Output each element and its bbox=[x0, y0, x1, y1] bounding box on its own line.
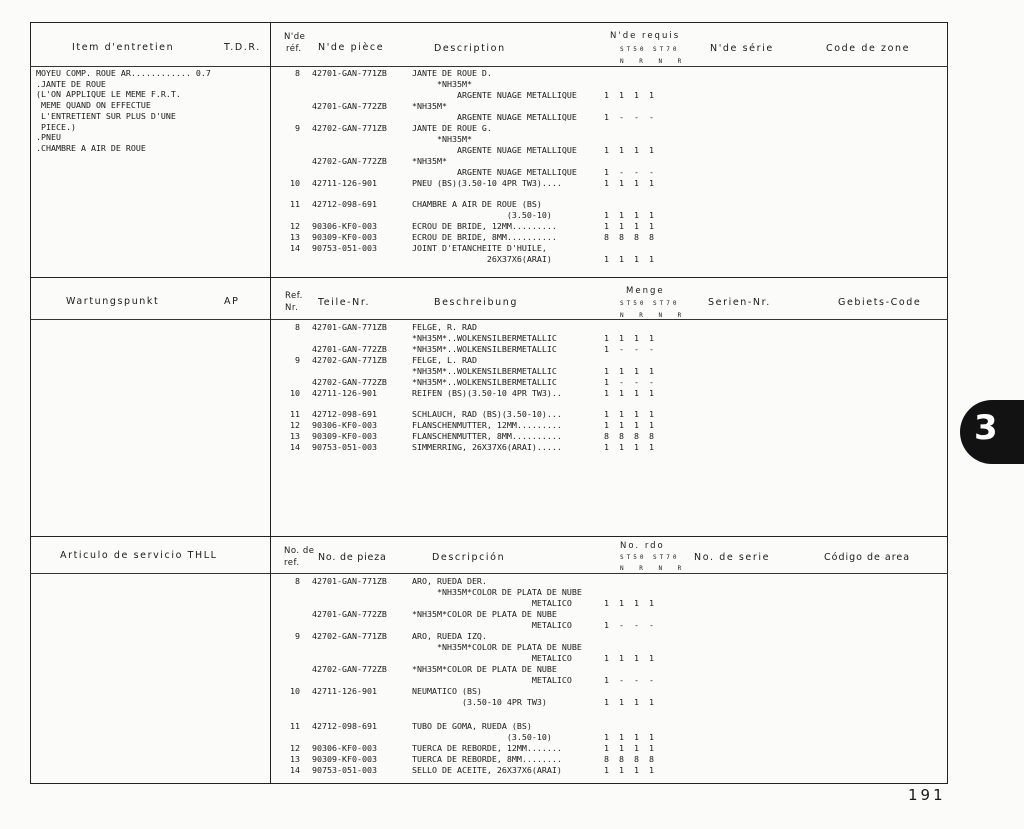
part-row bbox=[0, 134, 700, 145]
description-header: Descripción bbox=[432, 552, 506, 563]
part-row bbox=[0, 167, 700, 178]
quantity: 1 1 1 1 bbox=[604, 732, 654, 742]
part-description: JANTE DE ROUE G. bbox=[412, 123, 492, 133]
part-row bbox=[0, 620, 700, 631]
part-row bbox=[0, 442, 700, 453]
qty-models: ST50 ST70 bbox=[620, 554, 680, 561]
part-no-header: N'de pièce bbox=[318, 42, 385, 53]
part-description: *NH35M*..WOLKENSILBERMETALLIC bbox=[412, 366, 557, 376]
part-description: *NH35M*COLOR DE PLATA DE NUBE bbox=[412, 587, 582, 597]
part-description: (3.50-10) bbox=[412, 210, 552, 220]
section-divider-de bbox=[30, 277, 948, 278]
part-row bbox=[0, 145, 700, 156]
ref-number: 14 bbox=[290, 765, 300, 775]
serial-header: No. de serie bbox=[694, 552, 771, 563]
part-description: ARO, RUEDA DER. bbox=[412, 576, 487, 586]
quantity: 1 1 1 1 bbox=[604, 743, 654, 753]
ref-header: Nr. bbox=[285, 303, 299, 313]
part-description: TUBO DE GOMA, RUEDA (BS) bbox=[412, 721, 532, 731]
part-description: ARGENTE NUAGE METALLIQUE bbox=[412, 167, 577, 177]
qty-nr: N R N R bbox=[620, 565, 688, 572]
part-number: 42712-098-691 bbox=[312, 721, 377, 731]
quantity: 1 1 1 1 bbox=[604, 598, 654, 608]
part-row bbox=[0, 199, 700, 210]
part-row bbox=[0, 377, 700, 388]
ref-number: 9 bbox=[295, 123, 300, 133]
ref-number: 11 bbox=[290, 199, 300, 209]
part-row bbox=[0, 765, 700, 776]
part-description: *NH35M*..WOLKENSILBERMETALLIC bbox=[412, 344, 557, 354]
part-row bbox=[0, 653, 700, 664]
ref-number: 9 bbox=[295, 631, 300, 641]
zone-header: Code de zone bbox=[826, 43, 911, 54]
part-description: JOINT D'ETANCHEITE D'HUILE, bbox=[412, 243, 547, 253]
part-description: 26X37X6(ARAI) bbox=[412, 254, 552, 264]
part-description: SELLO DE ACEITE, 26X37X6(ARAI) bbox=[412, 765, 562, 775]
part-description: NEUMATICO (BS) bbox=[412, 686, 482, 696]
part-description: *NH35M* bbox=[412, 156, 447, 166]
ref-number: 12 bbox=[290, 221, 300, 231]
ref-number: 14 bbox=[290, 442, 300, 452]
zone-header: Código de area bbox=[824, 552, 911, 563]
part-number: 90306-KF0-003 bbox=[312, 221, 377, 231]
part-description: ECROU DE BRIDE, 12MM......... bbox=[412, 221, 557, 231]
ref-number: 13 bbox=[290, 431, 300, 441]
part-row bbox=[0, 79, 700, 90]
part-no-header: No. de pieza bbox=[318, 552, 387, 563]
part-description: METALICO bbox=[412, 598, 572, 608]
part-number: 42702-GAN-772ZB bbox=[312, 156, 387, 166]
part-row bbox=[0, 322, 700, 333]
header-rule-fr bbox=[30, 66, 948, 67]
part-description: ARGENTE NUAGE METALLIQUE bbox=[412, 90, 577, 100]
part-row bbox=[0, 243, 700, 254]
part-description: CHAMBRE A AIR DE ROUE (BS) bbox=[412, 199, 542, 209]
part-row bbox=[0, 90, 700, 101]
part-row bbox=[0, 388, 700, 399]
ref-number: 11 bbox=[290, 721, 300, 731]
part-description: METALICO bbox=[412, 675, 572, 685]
ap-header: AP bbox=[224, 296, 240, 307]
quantity: 1 1 1 1 bbox=[604, 388, 654, 398]
quantity: 1 1 1 1 bbox=[604, 210, 654, 220]
qty-nr: N R N R bbox=[620, 312, 688, 319]
ref-number: 11 bbox=[290, 409, 300, 419]
part-number: 42712-098-691 bbox=[312, 199, 377, 209]
part-description: ECROU DE BRIDE, 8MM.......... bbox=[412, 232, 557, 242]
part-description: FLANSCHENMUTTER, 12MM......... bbox=[412, 420, 562, 430]
ref-number: 8 bbox=[295, 322, 300, 332]
ref-number: 13 bbox=[290, 232, 300, 242]
ref-number: 12 bbox=[290, 420, 300, 430]
part-row bbox=[0, 609, 700, 620]
serial-header: N'de série bbox=[710, 43, 774, 54]
part-row bbox=[0, 221, 700, 232]
part-number: 90309-KF0-003 bbox=[312, 431, 377, 441]
part-row bbox=[0, 254, 700, 265]
quantity: 1 1 1 1 bbox=[604, 653, 654, 663]
part-description: METALICO bbox=[412, 653, 572, 663]
part-number: 42702-GAN-771ZB bbox=[312, 123, 387, 133]
part-row bbox=[0, 431, 700, 442]
qty-models: ST50 ST70 bbox=[620, 300, 680, 307]
part-row bbox=[0, 732, 700, 743]
part-description: *NH35M*COLOR DE PLATA DE NUBE bbox=[412, 664, 557, 674]
part-description: (3.50-10 4PR TW3) bbox=[412, 697, 547, 707]
quantity: 1 1 1 1 bbox=[604, 145, 654, 155]
quantity: 1 1 1 1 bbox=[604, 178, 654, 188]
part-number: 42702-GAN-771ZB bbox=[312, 355, 387, 365]
part-description: ARGENTE NUAGE METALLIQUE bbox=[412, 112, 577, 122]
part-number: 90753-051-003 bbox=[312, 442, 377, 452]
part-row bbox=[0, 112, 700, 123]
quantity: 1 - - - bbox=[604, 620, 654, 630]
quantity: 1 - - - bbox=[604, 112, 654, 122]
part-row bbox=[0, 721, 700, 732]
part-description: SIMMERRING, 26X37X6(ARAI)..... bbox=[412, 442, 562, 452]
part-description: *NH35M*COLOR DE PLATA DE NUBE bbox=[412, 642, 582, 652]
part-row bbox=[0, 675, 700, 686]
part-row bbox=[0, 156, 700, 167]
part-description: FLANSCHENMUTTER, 8MM.......... bbox=[412, 431, 562, 441]
quantity: 1 1 1 1 bbox=[604, 442, 654, 452]
part-description: METALICO bbox=[412, 620, 572, 630]
header-rule-de bbox=[30, 319, 948, 320]
zone-header: Gebiets-Code bbox=[838, 297, 922, 308]
part-number: 42701-GAN-771ZB bbox=[312, 322, 387, 332]
part-description: PNEU (BS)(3.50-10 4PR TW3).... bbox=[412, 178, 562, 188]
page-number: 191 bbox=[908, 786, 946, 804]
part-row bbox=[0, 576, 700, 587]
section-tab-number: 3 bbox=[974, 408, 998, 448]
ref-header: Ref. bbox=[285, 291, 303, 301]
part-description: FELGE, L. RAD bbox=[412, 355, 477, 365]
quantity: 8 8 8 8 bbox=[604, 754, 654, 764]
quantity: 8 8 8 8 bbox=[604, 431, 654, 441]
part-row bbox=[0, 631, 700, 642]
ref-header: réf. bbox=[286, 44, 302, 54]
part-number: 90309-KF0-003 bbox=[312, 754, 377, 764]
part-description: *NH35M* bbox=[412, 79, 472, 89]
quantity: 1 1 1 1 bbox=[604, 333, 654, 343]
part-number: 42701-GAN-772ZB bbox=[312, 609, 387, 619]
ref-number: 10 bbox=[290, 686, 300, 696]
part-number: 90306-KF0-003 bbox=[312, 743, 377, 753]
ref-number: 8 bbox=[295, 576, 300, 586]
part-number: 42711-126-901 bbox=[312, 178, 377, 188]
part-row bbox=[0, 333, 700, 344]
quantity: 1 1 1 1 bbox=[604, 221, 654, 231]
ref-number: 14 bbox=[290, 243, 300, 253]
quantity: 1 1 1 1 bbox=[604, 409, 654, 419]
part-row bbox=[0, 754, 700, 765]
quantity: 1 1 1 1 bbox=[604, 254, 654, 264]
quantity: 1 - - - bbox=[604, 344, 654, 354]
part-number: 42701-GAN-772ZB bbox=[312, 344, 387, 354]
quantity: 1 - - - bbox=[604, 167, 654, 177]
part-description: SCHLAUCH, RAD (BS)(3.50-10)... bbox=[412, 409, 562, 419]
part-number: 42711-126-901 bbox=[312, 388, 377, 398]
ref-number: 12 bbox=[290, 743, 300, 753]
part-description: *NH35M*COLOR DE PLATA DE NUBE bbox=[412, 609, 557, 619]
part-number: 42702-GAN-772ZB bbox=[312, 377, 387, 387]
ref-header: ref. bbox=[284, 558, 300, 568]
part-row bbox=[0, 101, 700, 112]
maintenance-item-text: MOYEU COMP. ROUE AR............ 0.7 .JANTE DE ROUE (L'ON APPLIQUE LE MEME F.R.T. MEME QUAND ON EFFECTUE L'ENTRETIENT SUR PLUS D'UNE PIECE.) .PNEU .CHAMBRE A AIR DE ROUE bbox=[36, 68, 211, 153]
qty-models: ST50 ST70 bbox=[620, 46, 680, 53]
part-row bbox=[0, 697, 700, 708]
ref-number: 8 bbox=[295, 68, 300, 78]
part-row bbox=[0, 420, 700, 431]
qty-header: N'de requis bbox=[610, 31, 681, 41]
part-row bbox=[0, 598, 700, 609]
part-description: JANTE DE ROUE D. bbox=[412, 68, 492, 78]
part-number: 42702-GAN-771ZB bbox=[312, 631, 387, 641]
quantity: 1 1 1 1 bbox=[604, 765, 654, 775]
section-tab bbox=[960, 400, 1024, 464]
part-row bbox=[0, 743, 700, 754]
item-header: Articulo de servicio THLL bbox=[60, 550, 218, 561]
part-row bbox=[0, 587, 700, 598]
ref-number: 9 bbox=[295, 355, 300, 365]
part-number: 42712-098-691 bbox=[312, 409, 377, 419]
part-description: *NH35M* bbox=[412, 134, 472, 144]
part-number: 42701-GAN-771ZB bbox=[312, 68, 387, 78]
part-description: FELGE, R. RAD bbox=[412, 322, 477, 332]
section-divider-es bbox=[30, 536, 948, 537]
quantity: 1 1 1 1 bbox=[604, 420, 654, 430]
part-row bbox=[0, 409, 700, 420]
tdr-header: T.D.R. bbox=[224, 42, 261, 53]
quantity: 1 - - - bbox=[604, 377, 654, 387]
qty-nr: N R N R bbox=[620, 58, 688, 65]
part-number: 42711-126-901 bbox=[312, 686, 377, 696]
part-row bbox=[0, 123, 700, 134]
quantity: 1 1 1 1 bbox=[604, 90, 654, 100]
part-row bbox=[0, 686, 700, 697]
part-description: ARO, RUEDA IZQ. bbox=[412, 631, 487, 641]
part-number: 90753-051-003 bbox=[312, 765, 377, 775]
quantity: 1 1 1 1 bbox=[604, 697, 654, 707]
item-header: Item d'entretien bbox=[72, 42, 175, 53]
ref-number: 10 bbox=[290, 178, 300, 188]
serial-header: Serien-Nr. bbox=[708, 297, 771, 308]
part-number: 42702-GAN-772ZB bbox=[312, 664, 387, 674]
part-number: 90306-KF0-003 bbox=[312, 420, 377, 430]
quantity: 1 - - - bbox=[604, 675, 654, 685]
part-row bbox=[0, 68, 700, 79]
part-no-header: Teile-Nr. bbox=[318, 297, 371, 308]
part-row bbox=[0, 664, 700, 675]
part-description: REIFEN (BS)(3.50-10 4PR TW3).. bbox=[412, 388, 562, 398]
qty-header: Menge bbox=[626, 286, 665, 296]
header-rule-es bbox=[30, 573, 948, 574]
part-row bbox=[0, 366, 700, 377]
part-description: TUERCA DE REBORDE, 8MM........ bbox=[412, 754, 562, 764]
part-row bbox=[0, 344, 700, 355]
part-description: TUERCA DE REBORDE, 12MM....... bbox=[412, 743, 562, 753]
part-number: 90309-KF0-003 bbox=[312, 232, 377, 242]
ref-number: 10 bbox=[290, 388, 300, 398]
part-row bbox=[0, 178, 700, 189]
part-number: 90753-051-003 bbox=[312, 243, 377, 253]
ref-number: 13 bbox=[290, 754, 300, 764]
part-number: 42701-GAN-772ZB bbox=[312, 101, 387, 111]
qty-header: No. rdo bbox=[620, 541, 665, 551]
part-number: 42701-GAN-771ZB bbox=[312, 576, 387, 586]
ref-header: No. de bbox=[284, 546, 315, 556]
item-header: Wartungspunkt bbox=[66, 296, 160, 307]
part-row bbox=[0, 642, 700, 653]
part-row bbox=[0, 355, 700, 366]
description-header: Beschreibung bbox=[434, 297, 519, 308]
part-row bbox=[0, 232, 700, 243]
part-row bbox=[0, 210, 700, 221]
part-description: (3.50-10) bbox=[412, 732, 552, 742]
part-description: *NH35M* bbox=[412, 101, 447, 111]
quantity: 8 8 8 8 bbox=[604, 232, 654, 242]
description-header: Description bbox=[434, 43, 506, 54]
ref-header: N'de bbox=[284, 32, 306, 42]
part-description: *NH35M*..WOLKENSILBERMETALLIC bbox=[412, 333, 557, 343]
part-description: ARGENTE NUAGE METALLIQUE bbox=[412, 145, 577, 155]
quantity: 1 1 1 1 bbox=[604, 366, 654, 376]
part-description: *NH35M*..WOLKENSILBERMETALLIC bbox=[412, 377, 557, 387]
